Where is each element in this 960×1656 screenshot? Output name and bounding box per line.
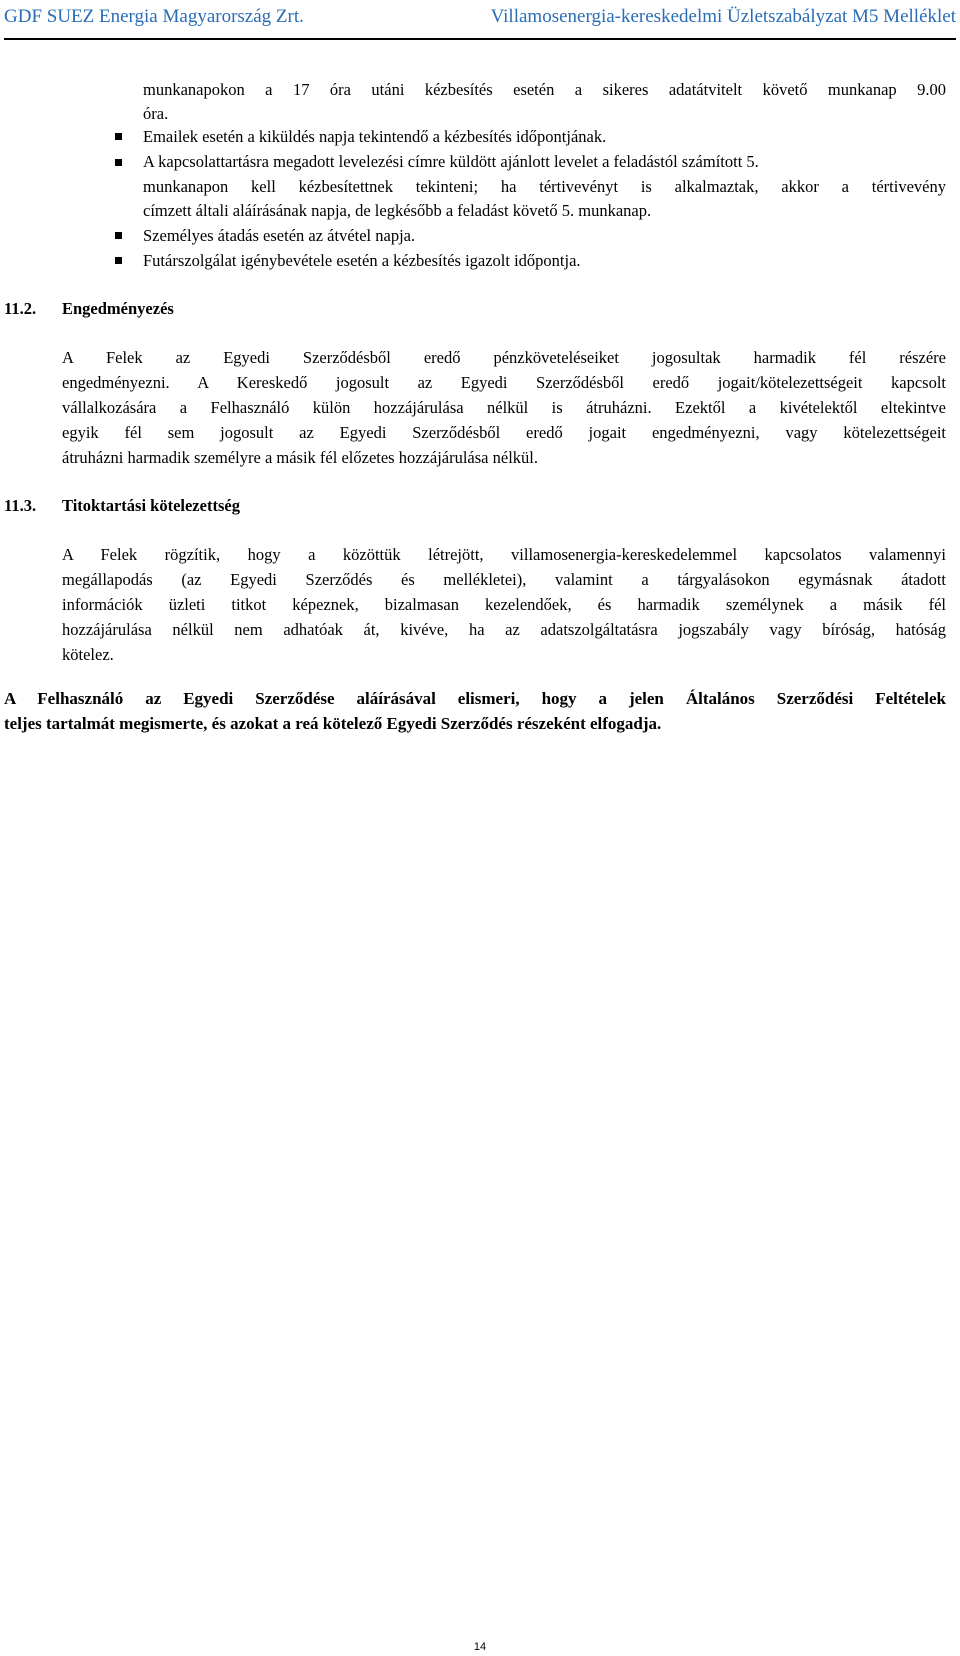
bullet-item-registered-letter: A kapcsolattartásra megadott levelezési címre küldött ajánlott levelet a feladástól számított 5. bbox=[143, 152, 759, 171]
page-number: 14 bbox=[473, 1641, 487, 1653]
section-heading bbox=[4, 299, 174, 319]
list-continuation-line: munkanapokon a 17 óra utáni kézbesítés esetén a sikeres adatátvitelt követő munkanap 9.00 bbox=[143, 80, 946, 99]
paragraph-line: hozzájárulása nélkül nem adhatóak át, kivéve, ha az adatszolgáltatásra jogszabály vagy bíróság, hatóság bbox=[62, 620, 946, 639]
paragraph-line: engedményezni. A Kereskedő jogosult az Egyedi Szerződésből eredő jogait/kötelezettségeit kapcsolt bbox=[62, 373, 946, 392]
section-number: 11.3. bbox=[4, 496, 37, 515]
paragraph-line: megállapodás (az Egyedi Szerződés és mellékletei), valamint a tárgyalásokon egymásnak átadott bbox=[62, 570, 946, 589]
bullet-square-icon bbox=[115, 232, 122, 239]
bullet-item-registered-letter: munkanapon kell kézbesítettnek tekinteni; ha tértivevényt is alkalmaztak, akkor a tértivevény bbox=[143, 177, 946, 196]
section-title: Engedményezés bbox=[62, 299, 174, 318]
paragraph-line: információk üzleti titkot képeznek, bizalmasan kezelendőek, és harmadik személynek a másik fél bbox=[62, 595, 946, 614]
bullet-square-icon bbox=[115, 257, 122, 264]
paragraph-line: A Felek rögzítik, hogy a közöttük létrejött, villamosenergia-kereskedelemmel kapcsolatos valamennyi bbox=[62, 545, 946, 564]
page-header bbox=[4, 2, 956, 40]
closing-statement-line: A Felhasználó az Egyedi Szerződése aláírásával elismeri, hogy a jelen Általános Szerződési Feltételek bbox=[4, 689, 946, 708]
header-document-title: Villamosenergia-kereskedelmi Üzletszabályzat M5 Melléklet bbox=[490, 6, 956, 27]
header-company: GDF SUEZ Energia Magyarország Zrt. bbox=[4, 6, 304, 27]
paragraph-line: A Felek az Egyedi Szerződésből eredő pénzköveteléseiket jogosultak harmadik fél részére bbox=[62, 348, 946, 367]
paragraph-line: átruházni harmadik személyre a másik fél előzetes hozzájárulása nélkül. bbox=[62, 448, 538, 467]
paragraph-line: egyik fél sem jogosult az Egyedi Szerződésből eredő jogait engedményezni, vagy kötelezettségeit bbox=[62, 423, 946, 442]
list-continuation-line: óra. bbox=[143, 104, 169, 123]
paragraph-line: vállalkozására a Felhasználó külön hozzájárulása nélkül is átruházni. Ezektől a kivételektől eltekintve bbox=[62, 398, 946, 417]
bullet-item-courier: Futárszolgálat igénybevétele esetén a kézbesítés igazolt időpontja. bbox=[143, 251, 581, 270]
bullet-item-email: Emailek esetén a kiküldés napja tekintendő a kézbesítés időpontjának. bbox=[143, 127, 607, 146]
closing-statement-line: teljes tartalmát megismerte, és azokat a reá kötelező Egyedi Szerződés részeként elfogadja. bbox=[4, 714, 662, 733]
paragraph-line: kötelez. bbox=[62, 645, 114, 664]
section-number: 11.2. bbox=[4, 299, 37, 318]
bullet-item-registered-letter: címzett általi aláírásának napja, de legkésőbb a feladást követő 5. munkanap. bbox=[143, 201, 652, 220]
section-title: Titoktartási kötelezettség bbox=[62, 496, 240, 515]
bullet-square-icon bbox=[115, 133, 122, 140]
section-heading bbox=[4, 496, 240, 516]
bullet-item-personal: Személyes átadás esetén az átvétel napja. bbox=[143, 226, 416, 245]
bullet-square-icon bbox=[115, 159, 122, 166]
